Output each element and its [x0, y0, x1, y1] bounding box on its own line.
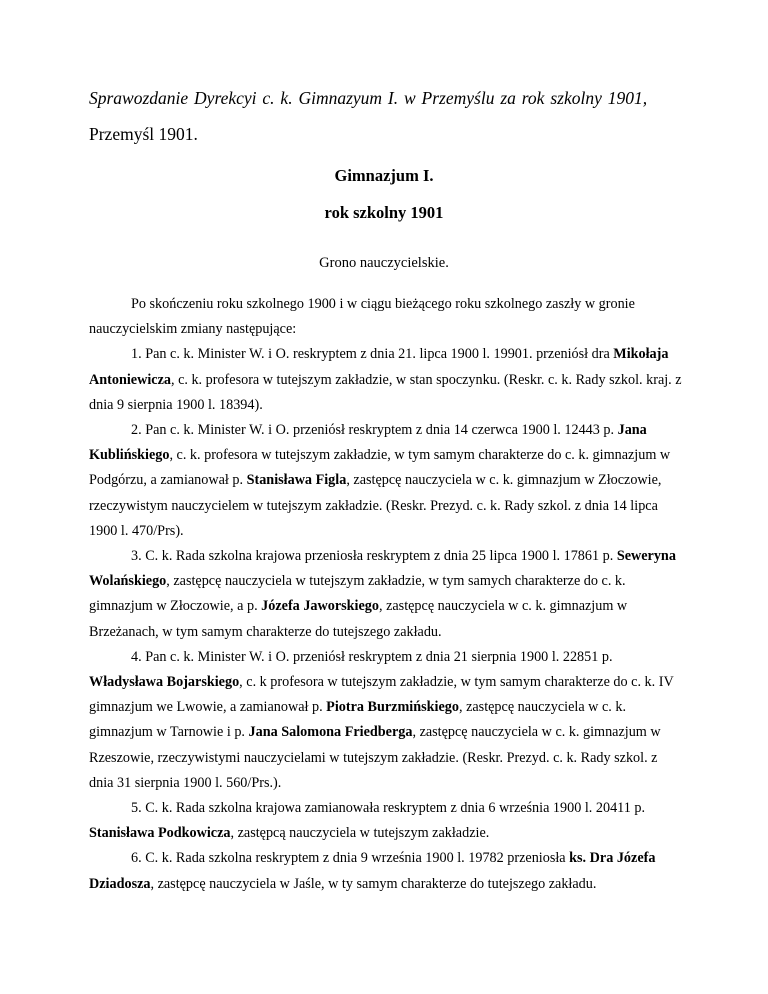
text-segment: 6. C. k. Rada szkolna reskryptem z dnia 9 września 1900 l. 19782 przeniosła: [131, 850, 570, 867]
text-segment: 5. C. k. Rada szkolna krajowa zamianowała reskryptem z dnia 6 września 1900 l. 20411 p.: [131, 800, 646, 817]
person-name: Mikołaja Antoniewicza: [89, 346, 669, 388]
text-segment: , c. k. profesora w tutejszym zakładzie, w tym samym charakterze do c. k. gimnazjum w Podgórzu, a zamianował p.: [89, 447, 671, 489]
document-body: [89, 292, 685, 897]
citation-title: Sprawozdanie Dyrekcyi c. k. Gimnazyum I. w Przemyślu za rok szkolny 1901,: [89, 88, 648, 108]
section-title: Grono nauczycielskie.: [319, 255, 449, 271]
paragraph: [89, 418, 685, 544]
text-segment: 1. Pan c. k. Minister W. i O. reskryptem z dnia 21. lipca 1900 l. 19901. przeniósł dra: [131, 346, 614, 363]
person-name: Józefa Jaworskiego: [261, 598, 379, 615]
text-segment: Po skończeniu roku szkolnego 1900 i w ciągu bieżącego roku szkolnego zaszły w gronie nauczycielskim zmiany następujące:: [89, 296, 635, 338]
person-name: Stanisława Figla: [246, 472, 347, 489]
text-segment: 4. Pan c. k. Minister W. i O. przeniósł reskryptem z dnia 21 sierpnia 1900 l. 22851 p.: [131, 648, 613, 665]
person-name: Władysława Bojarskiego: [89, 674, 240, 691]
person-name: Stanisława Podkowicza: [89, 825, 231, 842]
heading-school: Gimnazjum I.: [334, 166, 434, 185]
text-segment: , zastępcą nauczyciela w tutejszym zakładzie.: [230, 825, 490, 842]
text-segment: , zastępcę nauczyciela w Jaśle, w ty samym charakterze do tutejszego zakładu.: [150, 875, 597, 892]
text-segment: , zastępcę nauczyciela w c. k. gimnazjum w Rzeszowie, rzeczywistymi nauczycielami w tutejszym zakładzie. (Reskr. Prezyd. c. k. Rady szkol. z dnia 31 sierpnia 1900 l. 560/Prs.).: [89, 724, 661, 791]
text-segment: 3. C. k. Rada szkolna krajowa przeniosła reskryptem z dnia 25 lipca 1900 l. 17861 p.: [131, 548, 617, 565]
text-segment: , c. k profesora w tutejszym zakładzie, w tym samym charakterze do c. k. IV gimnazjum we Lwowie, a zamianował p.: [89, 674, 674, 716]
text-segment: , zastępcę nauczyciela w tutejszym zakładzie, w tym samych charakterze do c. k. gimnazjum w Złoczowie, a p.: [89, 573, 626, 615]
text-segment: , c. k. profesora w tutejszym zakładzie, w stan spoczynku. (Reskr. c. k. Rady szkol. kraj. z dnia 9 sierpnia 1900 l. 18394).: [89, 371, 682, 413]
person-name: Piotra Burzmińskiego: [326, 699, 459, 716]
citation-place: Przemyśl 1901.: [89, 124, 198, 144]
heading-year: rok szkolny 1901: [324, 203, 444, 222]
paragraph: [89, 292, 685, 342]
paragraph: [89, 342, 685, 418]
person-name: Jana Salomona Friedberga: [248, 724, 413, 741]
paragraph: [89, 544, 685, 645]
paragraph: [89, 796, 685, 846]
person-name: ks. Dra Józefa Dziadosza: [89, 850, 656, 892]
text-segment: , zastępcę nauczyciela w c. k. gimnazjum w Złoczowie, rzeczywistym nauczycielem w tutejszym zakładzie. (Reskr. Prezyd. c. k. Rady szkol. z dnia 14 lipca 1900 l. 470/Prs).: [89, 472, 662, 539]
paragraph: [89, 846, 685, 896]
text-segment: , zastępcę nauczyciela w c. k. gimnazjum w Tarnowie i p.: [89, 699, 626, 741]
text-segment: 2. Pan c. k. Minister W. i O. przeniósł reskryptem z dnia 14 czerwca 1900 l. 12443 p.: [131, 422, 618, 439]
paragraph: [89, 645, 685, 796]
source-citation: [89, 80, 709, 152]
text-segment: , zastępcę nauczyciela w c. k. gimnazjum w Brzeżanach, w tym samym charakterze do tutejszego zakładu.: [89, 598, 628, 640]
person-name: Seweryna Wolańskiego: [89, 548, 676, 590]
person-name: Jana Kublińskiego: [89, 422, 647, 464]
